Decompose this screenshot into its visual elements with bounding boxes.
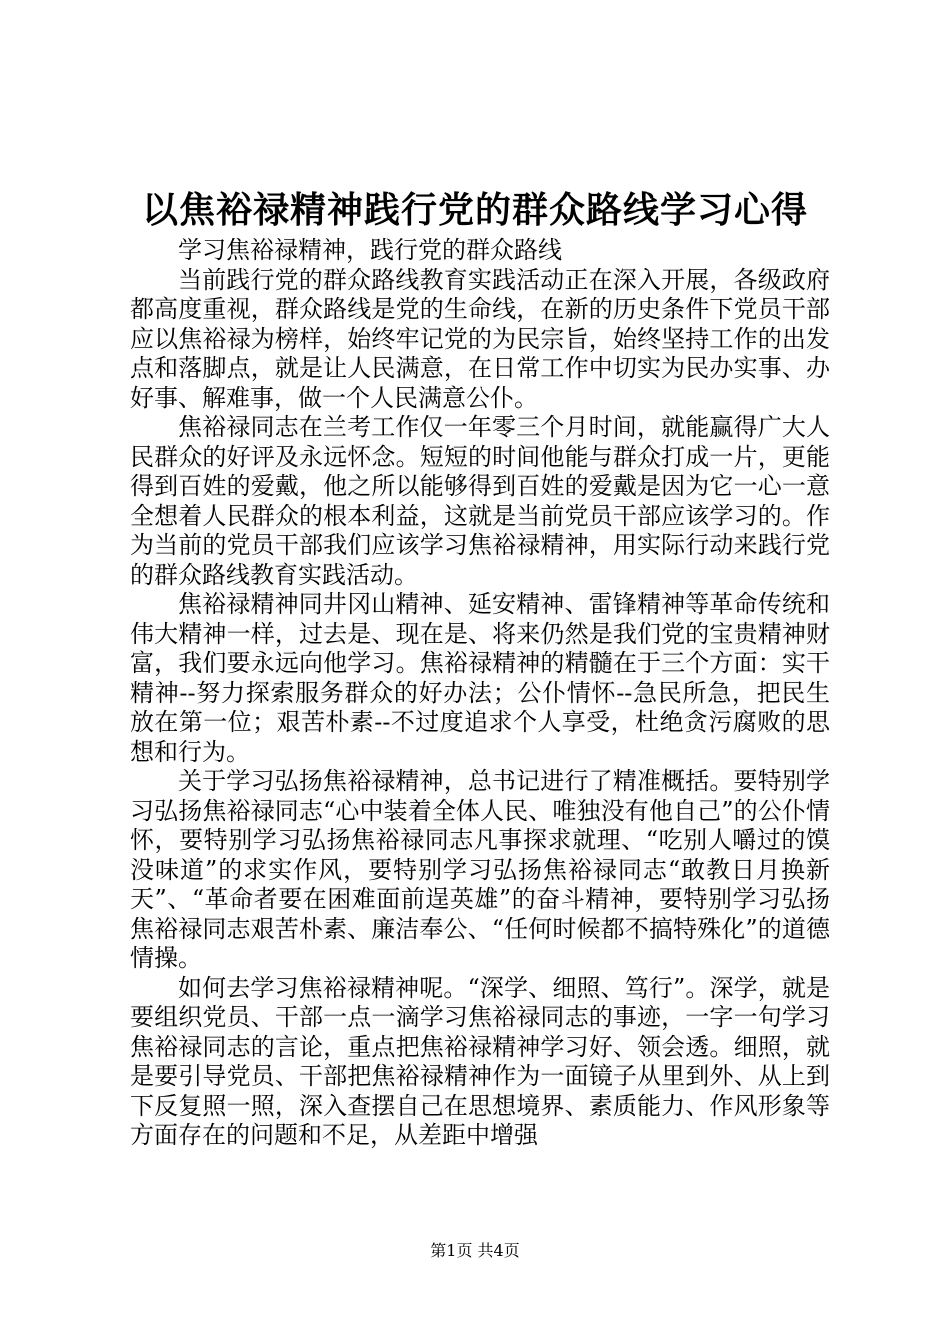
paragraph: 关于学习弘扬焦裕禄精神，总书记进行了精准概括。要特别学习弘扬焦裕禄同志“心中装着全体人民、唯独没有他自己”的公仆情怀，要特别学习弘扬焦裕禄同志凡事探求就理、“吃别人嚼过的馍没味道”的求实作风，要特别学习弘扬焦裕禄同志“敢教日月换新天”、“革命者要在困难面前逞英雄”的奋斗精神，要特别学习弘扬焦裕禄同志艰苦朴素、廉洁奉公、“任何时候都不搞特殊化”的道德情操。	[130, 767, 830, 972]
paragraph: 焦裕禄同志在兰考工作仅一年零三个月时间，就能赢得广大人民群众的好评及永远怀念。短短的时间他能与群众打成一片，更能得到百姓的爱戴，他之所以能够得到百姓的爱戴是因为它一心一意全想着人民群众的根本利益，这就是当前党员干部应该学习的。作为当前的党员干部我们应该学习焦裕禄精神，用实际行动来践行党的群众路线教育实践活动。	[130, 413, 830, 589]
paragraph-subtitle: 学习焦裕禄精神，践行党的群众路线	[178, 236, 562, 264]
document-title: 以焦裕禄精神践行党的群众路线学习心得	[141, 189, 808, 231]
page-number-footer: 第1页 共4页	[430, 1241, 520, 1260]
paragraph: 焦裕禄精神同井冈山精神、延安精神、雷锋精神等革命传统和伟大精神一样，过去是、现在是、将来仍然是我们党的宝贵精神财富，我们要永远向他学习。焦裕禄精神的精髓在于三个方面：实干精神--努力探索服务群众的好办法；公仆情怀--急民所急，把民生放在第一位；艰苦朴素--不过度追求个人享受，杜绝贪污腐败的思想和行为。	[130, 590, 830, 766]
paragraph: 如何去学习焦裕禄精神呢。“深学、细照、笃行”。深学，就是要组织党员、干部一点一滴学习焦裕禄同志的事迹，一字一句学习焦裕禄同志的言论，重点把焦裕禄精神学习好、领会透。细照，就是要引导党员、干部把焦裕禄精神作为一面镜子从里到外、从上到下反复照一照，深入查摆自己在思想境界、素质能力、作风形象等方面存在的问题和不足，从差距中增强	[130, 973, 830, 1149]
paragraph: 当前践行党的群众路线教育实践活动正在深入开展，各级政府都高度重视，群众路线是党的生命线，在新的历史条件下党员干部应以焦裕禄为榜样，始终牢记党的为民宗旨，始终坚持工作的出发点和落脚点，就是让人民满意，在日常工作中切实为民办实事、办好事、解难事，做一个人民满意公仆。	[130, 265, 830, 412]
document-body	[130, 236, 830, 1151]
